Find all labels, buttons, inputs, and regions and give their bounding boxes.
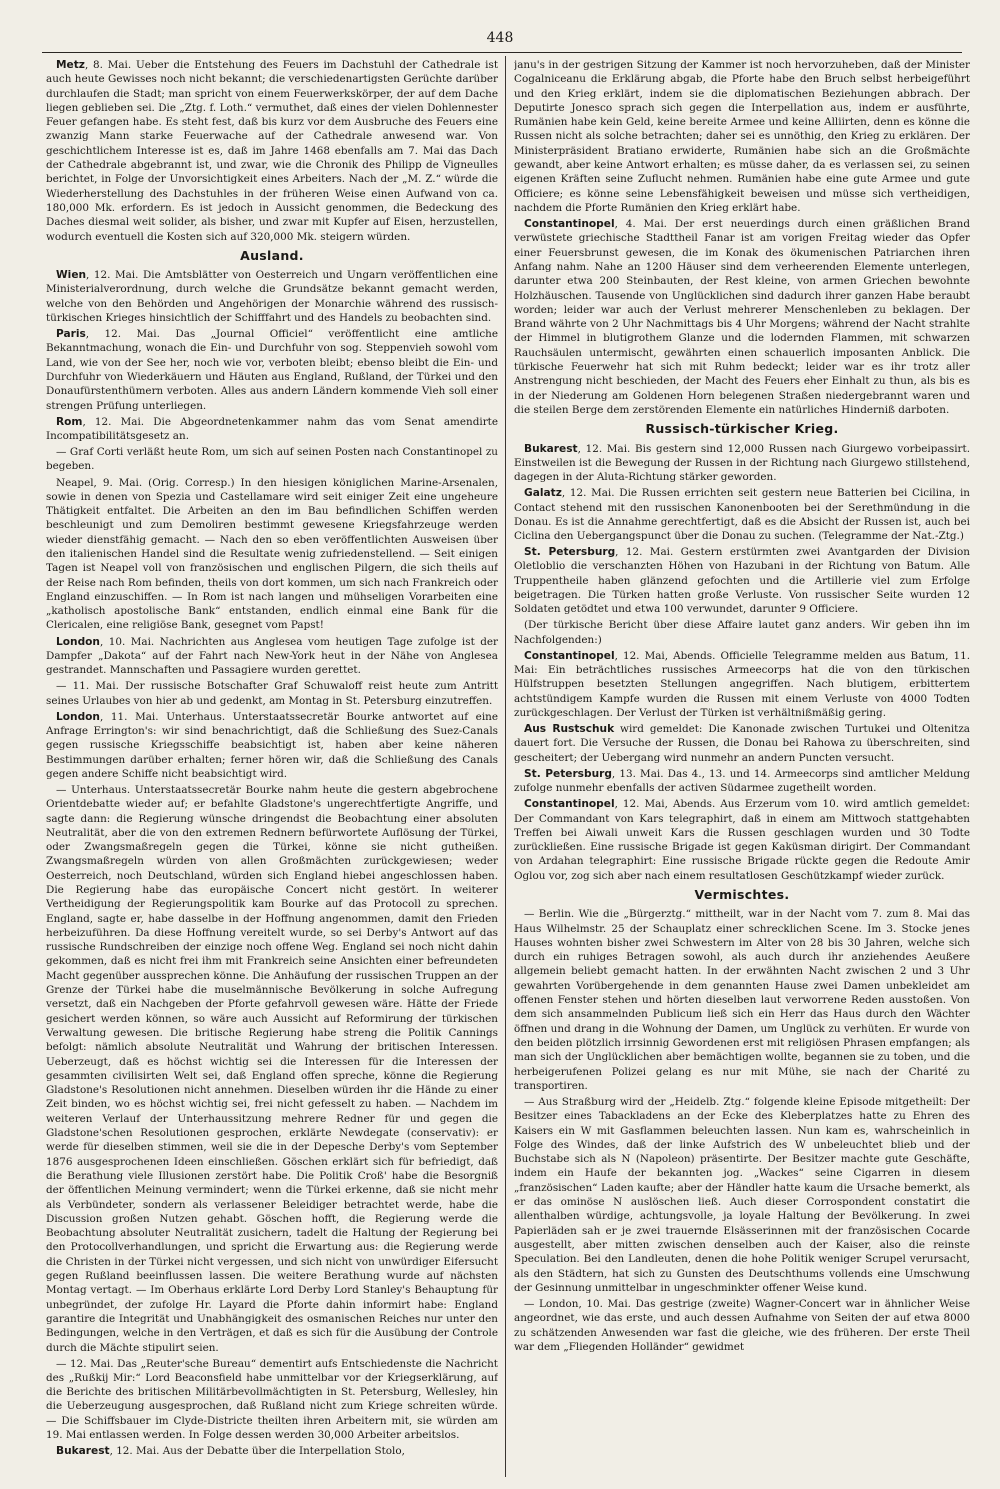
article-berlin: — Berlin. Wie die „Bürgerztg.“ mittheilt, war in der Nacht vom 7. zum 8. Mai das Haus Wilhelmstr. 25 der Schauplatz einer schrecklichen Scene. Im 3. Stocke jenes Hauses wohnten bisher zwei Schwestern im Alter von 28 bis 30 Jahren, welche sich durch ein ruhiges Betragen sowohl, als auch durch ihr anziehendes Aeußere allgemein beliebt gemacht hatten. In der erwähnten Nacht zwischen 2 und 3 Uhr gewahrten Vorübergehende in dem genannten Hause zwei Damen unbekleidet am offenen Fenster stehen und hörten dieselben laut verworrene Reden ausstoßen. Von dem sich ansammelnden Publicum ließ sich ein Herr das Haus durch den Wächter öffnen und drang in die Wohnung der Damen, um Unglück zu verhüten. Er wurde von den beiden plötzlich irrsinnig Gewordenen erst mit religiösen Phrasen empfangen; als man sich der Unglücklichen aber bemächtigen wollte, begannen sie zu toben, und die herbeigerufenen Polizei gelang es nur mit Mühe, sie nach der Charité zu transportiren. — [514, 908, 970, 1092]
article-petersburg-batum: St. Petersburg, 12. Mai. Gestern erstürmten zwei Avantgarden der Division Oletloblio die verschanzten Höhen von Hazubani in der Richtung von Batum. Alle Truppentheile haben glänzend gefochten und die Artillerie viel zum Erfolge beigetragen. Die Türken hatten große Verluste. Von russischer Seite wurden 12 Soldaten getödtet und etwa 100 verwundet, darunter 9 Officiere. — [514, 546, 970, 616]
dateline-galatz: Galatz — [524, 487, 562, 500]
dateline-bukarest-2: Bukarest — [524, 442, 578, 455]
article-rom-corti: — Graf Corti verläßt heute Rom, um sich auf seinen Posten nach Constantinopel zu begeben. — [46, 446, 498, 473]
article-bukarest-debate: Bukarest, 12. Mai. Aus der Debatte über die Interpellation Stolo, — [56, 1445, 405, 1458]
article-rustschuk: Aus Rustschuk wird gemeldet: Die Kanonade zwischen Turtukei und Oltenitza dauert fort. Die Versuche der Russen, die Donau bei Rahowa zu überschreiten, sind gescheitert; der Uebergang wird nunmehr an andern Puncten versucht. — [514, 723, 970, 764]
article-london-dakota: London, 10. Mai. Nachrichten aus Anglesea vom heutigen Tage zufolge ist der Dampfer „Dakota“ auf der Fahrt nach New-York heut in der Nähe von Anglesea gestrandet. Mannschaften und Passagiere wurden gerettet. — [46, 635, 498, 677]
article-paris: Paris, 12. Mai. Das „Journal Officiel“ veröffentlicht eine amtliche Bekanntmachung, wonach die Ein- und Durchfuhr von sog. Steppenvieh sowohl vom Land, wie von der See her, noch wie vor, verboten bleibt; ebenso bleibt die Ein- und Durchfuhr von Wiederkäuern und Häuten aus England, Rußland, der Türkei und den Donaufürstenthümern verboten. Alles aus andern Ländern kommende Vieh soll einer strengen Prüfung unterliegen. — [46, 328, 498, 412]
dateline-petersburg-2: St. Petersburg — [524, 767, 612, 780]
left-column — [46, 58, 498, 1477]
article-constantinopel-batum: Constantinopel, 12. Mai, Abends. Officielle Telegramme melden aus Batum, 11. Mai: Ein beträchtliches russisches Armeecorps hat die von den türkischen Hülfstruppen besetzten Stellungen angegriffen. Nach blutigem, erbittertem achtstündigem Kampfe wurden die Russen mit einem Verluste von 4000 Todten zurückgeschlagen. Der Verlust der Türken ist verhältnißmäßig gering. — [514, 649, 970, 720]
dateline-rustschuk: Aus Rustschuk — [524, 723, 615, 736]
article-bukarest-russen: Bukarest, 12. Mai. Bis gestern sind 12,000 Russen nach Giurgewo vorbeipassirt. Einstweilen ist die Bewegung der Russen in der Richtung nach Giurgewo stillstehend, dagegen in der Aluta-Richtung stärker geworden. — [514, 442, 970, 484]
article-neapel: Neapel, 9. Mai. (Orig. Corresp.) In den hiesigen königlichen Marine-Arsenalen, sowie in denen von Spezia und Castellamare wird seit einiger Zeit eine ungeheure Thätigkeit entfaltet. Die Arbeiten an den im Bau befindlichen Schiffen werden beschleunigt und zum Demoliren bestimmt gewesene Kriegsfahrzeuge werden wieder dienstfähig gemacht. — Nach den so eben veröffentlichten Ausweisen über den italienischen Handel sind die Resultate wenig zufriedenstellend. — Seit einigen Tagen ist Neapel voll von französischen und englischen Pilgern, die sich theils auf der Reise nach Rom befinden, theils von dort kommen, um sich nach Frankreich oder England einzuschiffen. — In Rom ist nach langen und mühseligen Vorarbeiten eine „katholisch apostolische Bank“ entstanden, endlich einmal eine Bank für die Clericalen, eine religiöse Bank, gesegnet vom Papst! — [46, 476, 498, 632]
dateline-wien: Wien — [56, 269, 87, 282]
article-strassburg: — Aus Straßburg wird der „Heidelb. Ztg.“ folgende kleine Episode mitgetheilt: Der Besitzer eines Tabackladens an der Ecke des Kleberplatzes hatte zu Ehren des Kaisers ein W mit Gasflammen beleuchten lassen. Nun kam es, wahrscheinlich in Folge des Windes, daß der linke Aufstrich des W unbeleuchtet blieb und der Buchstabe sich als N (Napoleon) präsentirte. Der Besitzer machte gute Geschäfte, indem ein Haufe der bekannten jog. „Wackes“ seine Cigarren in diesem „französischen“ Laden kaufte; aber der Händler hatte kaum die Ursache bemerkt, als er das ominöse N auslöschen ließ. Auch dieser Corrospondent constatirt die allenthalben würdige, achtungsvolle, ja loyale Haltung der Bevölkerung. In zwei Papierläden sah er je zwei trauernde Elsässerinnen mit der französischen Cocarde ausgestellt, aber mitten zwischen denselben auch der Kaiser, also die reinste Speculation. Bei den Landleuten, denen die hohe Politik weniger Scrupel verursacht, als den Städtern, hat sich zu Gunsten des Deutschthums vollends eine Umschwung der Gesinnung unmittelbar in ungeschminkter offener Weise kund. — [514, 1095, 970, 1294]
article-metz: Metz, 8. Mai. Ueber die Entstehung des Feuers im Dachstuhl der Cathedrale ist auch heute Gewisses noch nicht bekannt; die verschiedenartigsten Gerüchte darüber durchlaufen die Stadt; man spricht von einem Feuerwerkskörper, der auf dem Dache liegen geblieben sei. Die „Ztg. f. Loth.“ vermuthet, daß eines der vielen Dohlennester Feuer gefangen habe. Es steht fest, daß bis kurz vor dem Ausbruche des Feuers eine zwanzig Mann starke Feuerwache auf der Cathedrale anwesend war. Von geschichtlichem Interesse ist es, daß im Jahre 1468 ebenfalls am 7. Mai das Dach der Cathedrale abgebrannt ist, und zwar, wie die Chronik des Philipp de Vigneulles berichtet, in Folge der Unvorsichtigkeit eines Arbeiters. Nach der „M. Z.“ würde die Wiederherstellung des Dachstuhles in der früheren Weise einen Aufwand von ca. 180,000 Mk. erfordern. Es ist jedoch in Aussicht genommen, die Bedeckung des Daches diesmal weit solider, als bisher, und zwar mit Kupfer auf Eisen, herzustellen, wodurch eventuell die Kosten sich auf 320,000 Mk. steigern würden. — [46, 59, 498, 243]
page-number: 448 — [486, 30, 514, 46]
article-london-unterhaus: London, 11. Mai. Unterhaus. Unterstaatssecretär Bourke antwortet auf eine Anfrage Errington's: wir sind benachrichtigt, daß die Schließung des Suez-Canals gegen russische Kriegsschiffe beabsichtigt ist, haben aber keine näheren Bestimmungen darüber erhalten; ferner hören wir, daß die Schließung des Canals gegen andere Schiffe nicht beabsichtigt wird. — [46, 710, 498, 780]
dateline-rom: Rom — [56, 415, 83, 428]
header-rule — [42, 52, 962, 53]
article-wien: Wien, 12. Mai. Die Amtsblätter von Oesterreich und Ungarn veröffentlichen eine Ministerialverordnung, durch welche die Grundsätze bekannt gemacht werden, welche von den Behörden und Angehörigen der Monarchie während des russisch-türkischen Krieges hinsichtlich der Schifffahrt und des Handels zu beobachten sind. — [46, 269, 498, 325]
dateline-london-2: London — [56, 710, 100, 723]
article-rom: Rom, 12. Mai. Die Abgeordnetenkammer nahm das vom Senat amendirte Incompatibilitätsgesetz an. — [46, 415, 498, 443]
dateline-metz: Metz — [56, 59, 85, 71]
article-bukarest-continued: janu's in der gestrigen Sitzung der Kammer ist noch hervorzuheben, daß der Minister Cogalniceanu die Erklärung abgab, die Pforte habe den Bruch selbst herbeigeführt und den Krieg erklärt, indem sie die diplomatischen Beziehungen abbrach. Der Deputirte Jonesco sprach sich gegen die Interpellation aus, indem er ausführte, Rumänien habe kein Geld, keine bereite Armee und keine Alliirten, denn es könne die Russen nicht als solche betrachten; daher sei es unnöthig, den Krieg zu erklären. Der Ministerpräsident Bratiano erwiderte, Rumänien habe sich an die Großmächte gewandt, aber keine Antwort erhalten; es müsse daher, da es verlassen sei, zu seinen eigenen Kräften seine Zuflucht nehmen. Rumänien habe eine gute Armee und gute Officiere; es könne seine Lebensfähigkeit beweisen und müsse sich vertheidigen, nachdem die Pforte Rumänien den Krieg erklärt habe. — [514, 59, 970, 214]
dateline-paris: Paris — [56, 328, 86, 341]
column-divider — [505, 56, 506, 1477]
article-petersburg-armeecorps: St. Petersburg, 13. Mai. Das 4., 13. und 14. Armeecorps sind amtlicher Meldung zufolge nunmehr ebenfalls der activen Südarmee zugetheilt worden. — [514, 767, 970, 795]
article-london-schuwaloff: — 11. Mai. Der russische Botschafter Graf Schuwaloff reist heute zum Antritt seines Urlaubes von hier ab und gedenkt, am Montag in St. Petersburg einzutreffen. — [46, 680, 498, 707]
article-london-wagner: — London, 10. Mai. Das gestrige (zweite) Wagner-Concert war in ähnlicher Weise angeordnet, wie das erste, und auch dessen Aufnahme von Seiten der auf etwa 8000 zu schätzenden Anwesenden war fast die gleiche, wie des früheren. Der erste Theil war dem „Fliegenden Holländer“ gewidmet — [514, 1297, 970, 1353]
article-galatz: Galatz, 12. Mai. Die Russen errichten seit gestern neue Batterien bei Cicilina, in Contact stehend mit den russischen Kanonenbooten bei der Serethmündung in die Donau. Es ist die Annahme gerechtfertigt, daß es die Absicht der Russen ist, auch bei Ciclina den Uebergangspunct über die Donau zu suchen. (Telegramme der Nat.-Ztg.) — [514, 487, 970, 543]
dateline-constantinopel: Constantinopel — [524, 218, 615, 231]
section-heading-ausland: Ausland. — [240, 247, 304, 263]
dateline-constantinopel-2: Constantinopel — [524, 649, 615, 662]
dateline-bukarest: Bukarest — [56, 1445, 110, 1458]
dateline-constantinopel-3: Constantinopel — [524, 798, 615, 811]
section-heading-vermischtes: Vermischtes. — [694, 887, 790, 902]
article-constantinopel-kars: Constantinopel, 12. Mai, Abends. Aus Erzerum vom 10. wird amtlich gemeldet: Der Commandant von Kars telegraphirt, daß in einem am Mittwoch stattgehabten Treffen bei Aiwali unweit Kars die Russen geschlagen wurden und 30 Todte zurückließen. Eine russische Brigade ist gegen Kaküsman dirigirt. Der Commandant von Ardahan telegraphirt: Eine russische Brigade rückte gegen die Redoute Amir Oglou vor, zog sich aber nach einem resultatlosen Geschützkampf wieder zurück. — [514, 798, 970, 882]
article-unterhaus-debate: — Unterhaus. Unterstaatssecretär Bourke nahm heute die gestern abgebrochene Orientdebatte wieder auf; er befahlte Gladstone's ungerechtfertigte Angriffe, und sagte dann: die Regierung wünsche dringendst die Beobachtung einer absoluten Neutralität, aber die von den extremen Rednern befürwortete Auflösung der Türkei, oder Zwangsmaßregeln gegen die Türkei, könne sie nicht gutheißen. Zwangsmaßregeln würden von allen Großmächten zurückgewiesen; weder Oesterreich, noch Deutschland, würden sich England hiebei angeschlossen haben. Die Regierung habe das europäische Concert nicht gestört. In weiterer Vertheidigung der Regierungspolitik kam Bourke auf das Protocoll zu sprechen. England, sagte er, habe dasselbe in der Hoffnung angenommen, damit den Frieden herbeizuführen. Da diese Hoffnung vereitelt wurde, so sei Derby's Antwort auf das russische Rundschreiben der einzige noch offene Weg. England sei noch nicht dahin gekommen, daß es nicht frei ihm mit Frankreich seine Ansichten einer befreundeten Macht gegenüber aussprechen könne. Die Anhäufung der russischen Truppen an der Grenze der Türkei habe die muselmännische Bevölkerung in solche Aufregung versetzt, daß ein Nachgeben der Pforte gefahrvoll gewesen wäre. Hätte der Friede gesichert werden können, so wäre auch Aussicht auf Reformirung der türkischen Verwaltung gewesen. Die britische Regierung habe streng die Politik Cannings befolgt: nämlich absolute Neutralität und Wahrung der britischen Interessen. Ueberzeugt, daß es höchst wichtig sei die Interessen für die Interessen der gesammten civilisirten Welt sei, daß England offen spreche, könne die Regierung Gladstone's Resolutionen nicht annehmen. Dieselben würden ihr die Hände zu einer Zeit binden, wo es höchst wichtig sei, frei nicht gefesselt zu haben. — Nachdem im weiteren Verlauf der Unterhaussitzung mehrere Redner für und gegen die Gladstone'schen Resolutionen gesprochen, erklärte Newdegate (conservativ): er werde für dieselben stimmen, weil sie die in der Depesche Derby's vom September 1876 ausgesprochenen Ideen einschließen. Göschen erklärt sich für befriedigt, daß die Berathung viele Illusionen zerstört habe. Die Politik Croß' habe die Besorgniß der öffentlichen Meinung vermindert; wenn die Türkei erkenne, daß sie nicht mehr als Verbündeter, sondern als verlassener Beleidiger betrachtet werde, habe die Discussion großen Nutzen gehabt. Göschen hofft, die Regierung werde die Beobachtung absoluter Neutralität zusichern, tadelt die Haltung der Regierung bei den Protocollverhandlungen, und spricht die Erwartung aus: die Regierung werde die Christen in der Türkei nicht vergessen, und sich nicht von unwürdiger Eifersucht gegen Rußland beeinflussen lassen. Die weitere Berathung wurde auf nächsten Montag vertagt. — Im Oberhaus erklärte Lord Derby Lord Stanley's Behauptung für unbegründet, der zufolge Hr. Layard die Pforte dahin informirt habe: England garantire die Integrität und Unabhängigkeit des osmanischen Reiches nur unter den Bedingungen, welche in den Verträgen, et daß es sich für die Ausübung der Controle durch die Mächte stipulirt seien. — [46, 783, 498, 1354]
dateline-petersburg: St. Petersburg — [524, 546, 616, 559]
right-column — [514, 58, 970, 1477]
article-editorial-note: (Der türkische Bericht über diese Affaire lautet ganz anders. Wir geben ihn im Nachfolgenden:) — [514, 619, 970, 646]
dateline-london: London — [56, 635, 100, 648]
article-reuter: — 12. Mai. Das „Reuter'sche Bureau“ dementirt aufs Entschiedenste die Nachricht des „Rußkij Mir:“ Lord Beaconsfield habe unmittelbar vor der Kriegserklärung, auf die Berichte des britischen Militärbevollmächtigten in St. Petersburg, Wellesley, hin die Ueberzeugung ausgesprochen, daß Rußland nicht zum Kriege schreiten würde. — Die Schiffsbauer im Clyde-Districte theilten ihren Arbeitern mit, sie würden am 19. Mai entlassen werden. In Folge dessen werden 30,000 Arbeiter arbeitslos. — [46, 1357, 498, 1442]
section-heading-krieg: Russisch-türkischer Krieg. — [645, 421, 839, 437]
article-constantinopel-fire: Constantinopel, 4. Mai. Der erst neuerdings durch einen gräßlichen Brand verwüstete griechische Stadttheil Fanar ist am vorigen Freitag wieder das Opfer einer Feuersbrunst gewesen, die im Konak des ökumenischen Patriarchen ihren Anfang nahm. Nahe an 1200 Häuser sind dem verheerenden Elemente unterlegen, darunter etwa 200 Steinbauten, der Rest kleine, von armen Griechen bewohnte Holzhäuschen. Tausende von Unglücklichen sind dadurch ihrer ganzen Habe beraubt worden; leider war auch der Verlust mehrerer Menschenleben zu beklagen. Der Brand währte von 2 Uhr Nachmittags bis 4 Uhr Morgens; während der Nacht strahlte der Himmel in blutigrothem Glanze und die lodernden Flammen, mit schwarzen Rauchsäulen untermischt, gewährten einen schauerlich imposanten Anblick. Die türkische Feuerwehr hat sich mit Ruhm bedeckt; leider war es ihr trotz aller Anstrengung nicht beschieden, der Macht des Feuers eher Einhalt zu thun, als bis es in der Niederung am Goldenen Horn belegenen Straßen niedergebrannt waren und die steilen Berge dem zerstörenden Elemente ein natürliches Hinderniß darboten. — [514, 218, 970, 416]
